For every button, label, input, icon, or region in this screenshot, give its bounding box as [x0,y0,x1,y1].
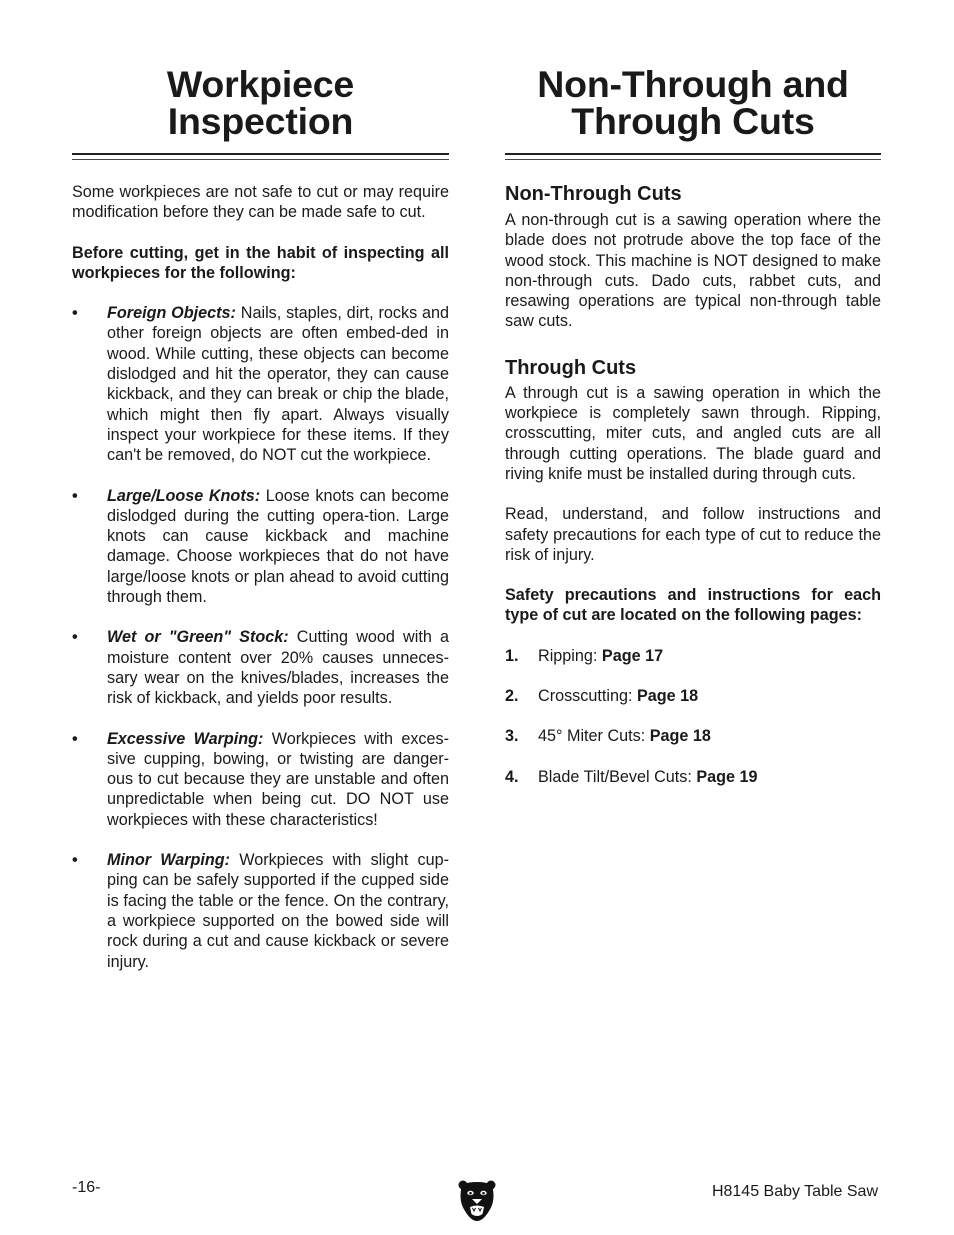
title-divider [505,153,881,160]
bullet-minor-warping [72,850,449,972]
bullet-term: Minor Warping: [107,851,231,870]
bullet-term: Excessive Warping: [107,729,264,748]
bullet-dot: • [72,628,78,647]
bullet-dot: • [72,304,78,323]
title-line-2: Through Cuts [571,100,815,142]
subheading-through-cuts: Through Cuts [505,356,637,379]
item-label: Crosscutting: [538,687,637,706]
bullet-text: Cutting wood with a moisture content over 20% causes unneces-sary wear on the knives/blades, increases the risk of kickback, and yields poor results. [107,628,449,708]
bullet-term: Wet or "Green" Stock: [107,628,289,647]
item-label: Blade Tilt/Bevel Cuts: [538,767,697,786]
right-column [505,63,881,787]
bullet-foreign-objects [72,303,449,465]
item-number: 1. [505,646,519,665]
bullet-text: Nails, staples, dirt, rocks and other foreign objects are often embed-ded in wood. While cutting, these objects can become dislodged and hit the operator, they can cause kickback, and they can break or chip the blade, which might then fly apart. Always visually inspect your workpiece for these items. If they can't be removed, do NOT cut the workpiece. [107,304,449,465]
bullet-wet-stock [72,627,449,708]
section-title-through-cuts [505,63,881,142]
item-label: 45° Miter Cuts: [538,727,650,746]
list-item-crosscutting [505,686,881,706]
bullet-text: Workpieces with slight cup-ping can be safely supported if the cupped side is facing the table or the fence. On the contrary, a workpiece supported on the bowed side will rock during a cut and cause kickback or severe injury. [107,851,449,971]
list-item-bevel-cuts [505,767,881,787]
bullet-excessive-warping [72,729,449,830]
item-page-ref: Page 18 [636,687,699,706]
item-page-ref: Page 19 [696,767,758,786]
item-page-ref: Page 17 [601,646,664,665]
subheading-non-through-cuts: Non-Through Cuts [505,183,682,205]
item-page-ref: Page 18 [649,727,711,746]
item-number: 3. [505,727,519,746]
title-line-2: Inspection [167,100,354,142]
bear-head-logo-icon [458,1178,496,1222]
bullet-term: Large/Loose Knots: [107,486,261,505]
bullet-term: Foreign Objects: [107,304,236,323]
bullet-text: Workpieces with exces-sive cupping, bowing, or twisting are danger-ous to cut because they are unstable and often unpredictable when being cut. DO NOT use workpieces with these characteristics! [107,729,449,829]
model-name: H8145 Baby Table Saw [711,1183,878,1200]
left-column [72,63,449,972]
precautions-lead: Safety precautions and instructions for each type of cut are located on the following pages: [505,586,881,625]
item-number: 4. [505,767,519,786]
section-title-workpiece-inspection [72,63,449,142]
lead-paragraph: Before cutting, get in the habit of inspecting all workpieces for the following: [72,243,449,282]
title-divider [72,153,449,160]
intro-paragraph: Some workpieces are not safe to cut or may require modification before they can be made safe to cut. [72,183,449,222]
non-through-paragraph: A non-through cut is a sawing operation where the blade does not protrude above the top face of the wood stock. This machine is NOT designed to make non-through cuts. Dado cuts, rabbet cuts, and resawing operations are typical non-through table saw cuts. [505,211,881,331]
title-line-1: Non-Through and [537,63,849,105]
bullet-loose-knots [72,486,449,608]
page-number: -16- [72,1179,101,1196]
bullet-dot: • [72,729,78,748]
bullet-dot: • [72,851,78,870]
read-understand-paragraph: Read, understand, and follow instructions and safety precautions for each type of cut to reduce the risk of injury. [505,505,881,564]
title-line-1: Workpiece [166,63,355,105]
item-label: Ripping: [538,646,602,665]
bullet-text: Loose knots can become dislodged during the cutting opera-tion. Large knots can cause kickback and machine damage. Choose workpieces that do not have large/loose knots or plan ahead to avoid cutting through them. [107,486,449,607]
list-item-ripping [505,646,881,666]
item-number: 2. [505,687,519,706]
list-item-miter-cuts [505,726,881,746]
through-paragraph: A through cut is a sawing operation in which the workpiece is completely sawn through. Ripping, crosscutting, miter cuts, and angled cuts are all through cutting operations. The blade guard and riving knife must be installed during through cuts. [505,383,881,483]
bullet-dot: • [72,486,78,505]
